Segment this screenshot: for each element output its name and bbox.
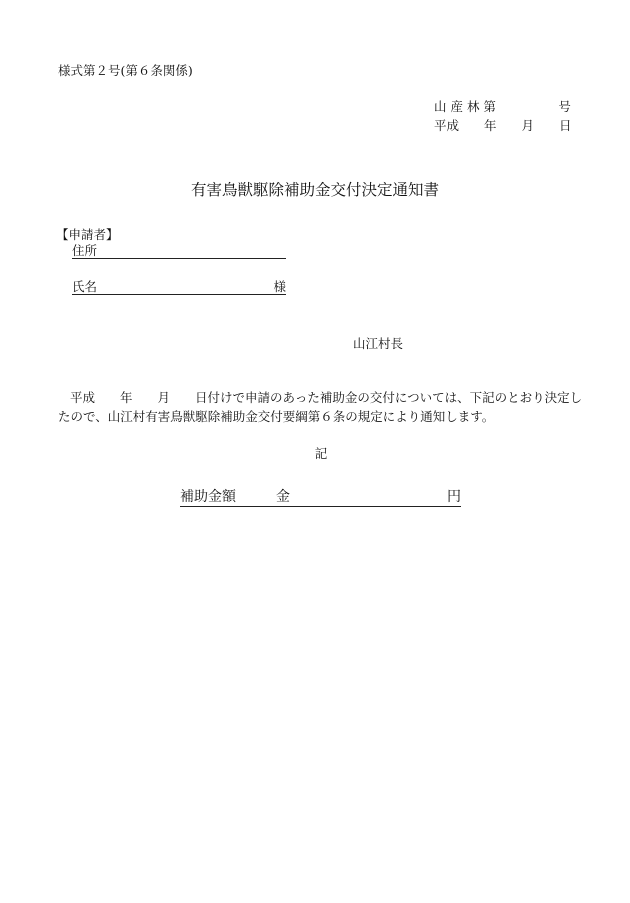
- amount-yen: 円: [447, 489, 461, 505]
- honorific-sama: 様: [273, 279, 286, 294]
- form-number-label: 様式第２号(第６条関係): [58, 63, 193, 78]
- ki-heading: 記: [314, 446, 328, 461]
- issuer-name: 山江村長: [353, 336, 404, 351]
- subsidy-amount-field: [180, 489, 461, 507]
- document-title: 有害鳥獣駆除補助金交付決定通知書: [190, 181, 439, 199]
- applicant-heading: 【申請者】: [56, 227, 119, 242]
- address-field: [72, 244, 286, 259]
- reference-number: 山 産 林 第 号: [434, 99, 571, 114]
- body-paragraph: 平成 年 月 日付けで申請のあった補助金の交付については、下記のとおり決定したので、山江村有害鳥獣駆除補助金交付要綱第６条の規定により通知します。: [58, 390, 583, 424]
- amount-label: 補助金額: [180, 489, 236, 505]
- address-label: 住所: [72, 243, 98, 258]
- reference-date: 平成 年 月 日: [434, 118, 572, 133]
- amount-kin: 金: [276, 489, 290, 505]
- name-label: 氏名: [72, 279, 98, 294]
- name-field: [72, 280, 286, 295]
